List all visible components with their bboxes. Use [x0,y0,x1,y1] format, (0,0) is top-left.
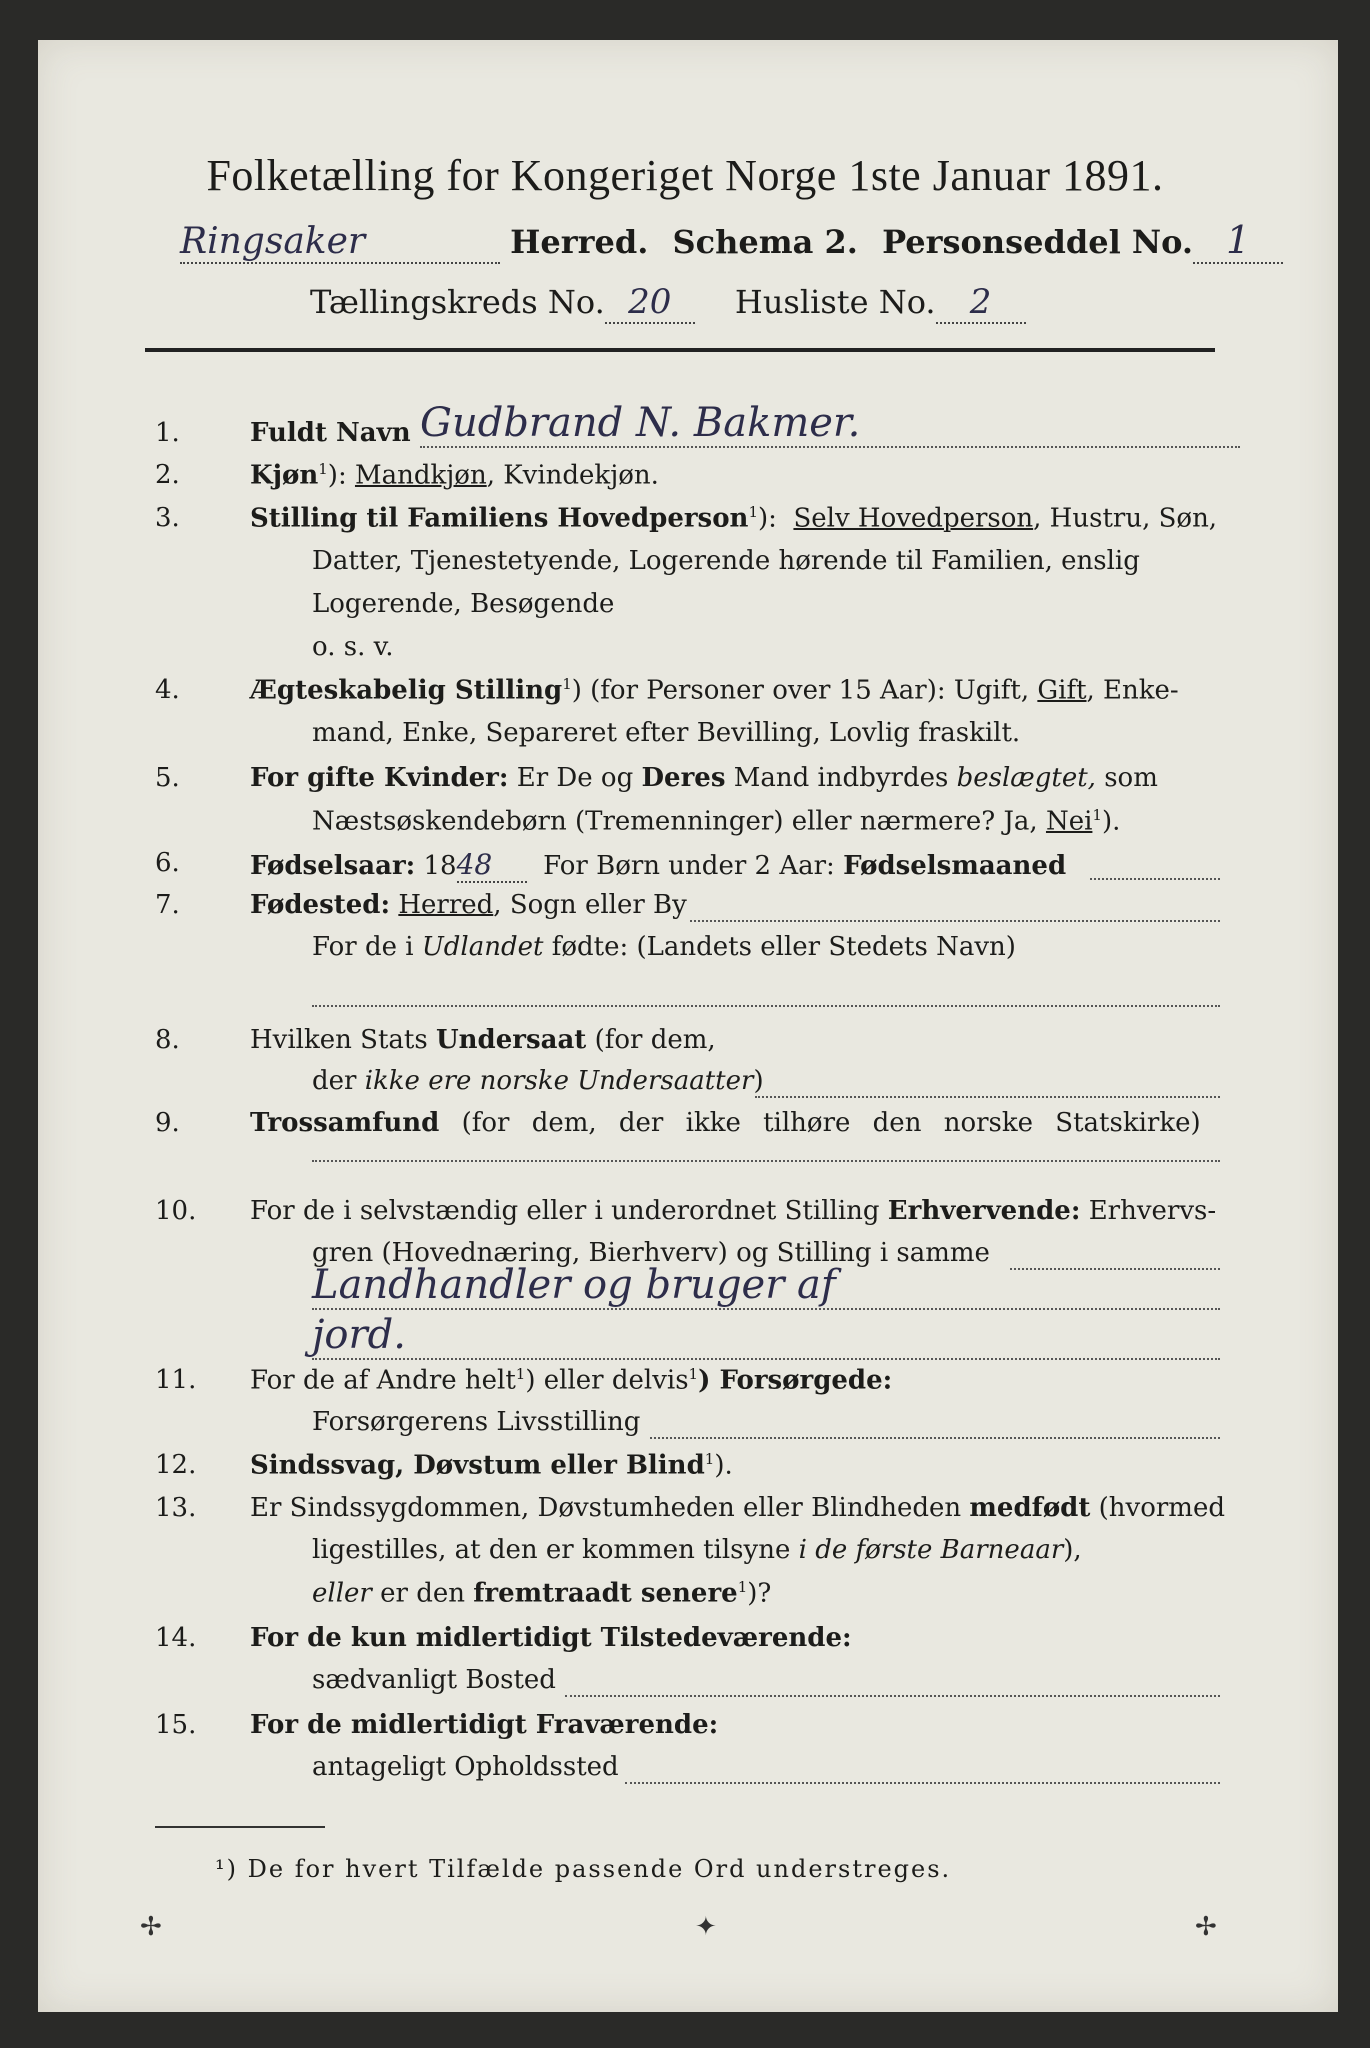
footnote-rule [155,1826,325,1828]
q10-number: 10. [155,1196,197,1226]
personseddel-value: 1 [1193,218,1283,264]
husliste-value: 2 [936,282,1026,324]
q6-birth-year-value: 48 [457,848,527,883]
q10-occupation-line1: Landhandler og bruger af [312,1262,1220,1310]
q2-line: Kjøn$^1$): Mandkjøn, Kvindekjøn. [250,460,659,491]
q8-fill [755,1096,1220,1098]
q12-number: 12. [155,1450,197,1480]
q14-fill [565,1695,1220,1697]
q15-line2: antageligt Opholdssted [312,1752,619,1782]
q11-line1: For de af Andre helt$^1$) eller delvis$^1$) Forsørgede: [250,1365,893,1396]
binding-mark-right-icon: ✢ [1195,1912,1217,1942]
q6-line: Fødselsaar: 1848 For Børn under 2 Aar: Fødselsmaaned [250,848,1067,881]
q5-line1: For gifte Kvinder: Er De og Deres Mand indbyrdes beslægtet, som [250,763,1158,793]
q6-fill [1090,878,1220,880]
herred-value: Ringsaker [180,221,500,264]
q1-value: Gudbrand N. Bakmer. [420,400,1240,448]
q13-line1: Er Sindssygdommen, Døvstumheden eller Blindheden medfødt (hvormed [250,1493,1225,1523]
q2-selected-mandkjon: Mandkjøn [354,460,487,491]
form-title: Folketælling for Kongeriget Norge 1ste Januar 1891. [206,151,1164,200]
q3-selected-hovedperson: Selv Hovedperson [793,503,1034,534]
q1-number: 1. [155,418,180,448]
q13-line3: eller er den fremtraadt senere$^1$)? [312,1578,772,1609]
q10-line1: For de i selvstændig eller i underordnet Stilling Erhvervende: Erhvervs- [250,1196,1217,1226]
q3-number: 3. [155,503,180,533]
q8-number: 8. [155,1025,180,1055]
q9-line: Trossamfund (for dem, der ikke tilhøre den norske Statskirke) [250,1108,1201,1138]
q13-number: 13. [155,1493,197,1523]
q4-selected-gift: Gift [1037,675,1087,706]
q3-line4: o. s. v. [312,632,394,662]
q15-number: 15. [155,1710,197,1740]
kreds-line [310,282,1026,324]
q14-number: 14. [155,1623,197,1653]
q5-selected-nei: Nei [1045,806,1093,837]
kreds-label: Tællingskreds No. [310,283,605,321]
q7-fill [690,920,1220,922]
q11-line2: Forsørgerens Livsstilling [312,1407,641,1437]
q10-line2: gren (Hovednæring, Bierhverv) og Stilling i samme [312,1238,990,1268]
binding-mark-center-icon: ✦ [695,1912,717,1942]
q7-number: 7. [155,890,180,920]
q2-number: 2. [155,460,180,490]
q15-label: For de midlertidigt Fraværende: [250,1710,719,1740]
footnote: ¹) De for hvert Tilfælde passende Ord understreges. [215,1855,952,1883]
q7-line1: Fødested: Herred, Sogn eller By [250,890,687,920]
q10-occupation-line2: jord. [312,1312,1220,1360]
q9-number: 9. [155,1108,180,1138]
q14-label: For de kun midlertidigt Tilstedeværende: [250,1623,852,1653]
q11-number: 11. [155,1365,197,1395]
q8-line2: der ikke ere norske Undersaatter) [312,1066,764,1096]
q5-number: 5. [155,763,180,793]
q7-fill-2 [312,1005,1220,1007]
husliste-label: Husliste No. [734,283,936,321]
q13-line2: ligestilles, at den er kommen tilsyne i de første Barneaar), [312,1535,1082,1565]
q4-line1: Ægteskabelig Stilling$^1$) (for Personer over 15 Aar): Ugift, Gift, Enke- [250,675,1179,706]
q3-line3: Logerende, Besøgende [312,589,615,619]
q3-line1: Stilling til Familiens Hovedperson$^1$): Selv Hovedperson, Hustru, Søn, [250,503,1218,534]
q6-number: 6. [155,848,180,878]
q4-line2: mand, Enke, Separeret efter Bevilling, Lovlig fraskilt. [312,718,1021,748]
q1-label: Fuldt Navn [250,418,411,448]
q8-line1: Hvilken Stats Undersaat (for dem, [250,1025,716,1055]
q9-fill [312,1160,1220,1162]
q12-line: Sindssvag, Døvstum eller Blind$^1$). [250,1450,733,1481]
q14-line2: sædvanligt Bosted [312,1665,556,1695]
herred-line [180,218,1283,264]
q5-line2: Næstsøskendebørn (Tremenninger) eller nærmere? Ja, Nei$^1$). [312,806,1121,837]
binding-mark-left-icon: ✢ [140,1912,162,1942]
q7-line2: For de i Udlandet fødte: (Landets eller Stedets Navn) [312,932,1016,962]
schema-label: Schema 2. [672,223,858,261]
q4-number: 4. [155,675,180,705]
q7-selected-herred: Herred [398,890,494,920]
q3-line2: Datter, Tjenestetyende, Logerende hørende til Familien, enslig [312,546,1140,576]
q11-fill [650,1437,1220,1439]
header-rule [145,348,1215,352]
q15-fill [625,1782,1220,1784]
personseddel-label: Personseddel No. [882,223,1194,261]
kreds-value: 20 [605,282,695,324]
herred-label: Herred. [510,223,649,261]
